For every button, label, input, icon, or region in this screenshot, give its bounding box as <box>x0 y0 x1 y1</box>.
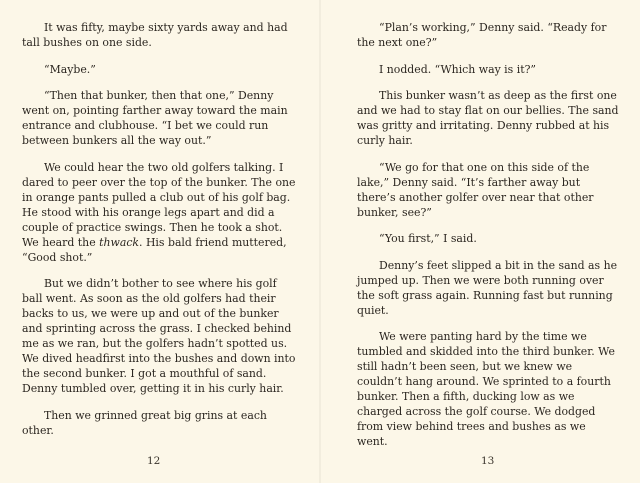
paragraph: Then we grinned great big grins at each other. <box>22 408 267 437</box>
paragraph: It was fifty, maybe sixty yards away and had tall bushes on one side. <box>22 21 288 49</box>
paragraph: We were panting hard by the time we tumbled and skidded into the third bunker. We still hadn’t been seen, but we knew we couldn’t hang around. We sprinted to a fourth bunker. Then a fifth, ducking low as we charged across the golf course. We dodged from view behind trees and bushes as we went. <box>357 330 615 448</box>
paragraph: “We go for that one on this side of the lake,” Denny said. “It’s farther away but there’s another golfer over near that other bunker, see?” <box>357 160 594 219</box>
paragraph: I nodded. “Which way is it?” <box>379 62 536 76</box>
paragraph: “Maybe.” <box>44 62 96 76</box>
right-page-text <box>357 20 619 461</box>
paragraph: “You first,” I said. <box>379 232 477 245</box>
page-number: 12 <box>147 455 161 467</box>
paragraph: “Then that bunker, then that one,” Denny went on, pointing farther away toward the main entrance and clubhouse. “I bet we could run between bunkers all the way out.” <box>22 89 288 147</box>
left-page-text <box>22 20 298 449</box>
right-page <box>320 0 640 483</box>
paragraph: But we didn’t bother to see where his golf ball went. As soon as the old golfers had their backs to us, we were up and out of the bunker and sprinting across the grass. I checked behind me as we ran, but the golfers hadn’t spotted us. We dived headfirst into the bushes and down into the second bunker. I got a mouthful of sand. Denny tumbled over, getting it in his curly hair. <box>22 277 296 395</box>
paragraph: “Plan’s working,” Denny said. “Ready for the next one?” <box>357 21 607 49</box>
page-number: 13 <box>481 455 495 467</box>
paragraph: This bunker wasn’t as deep as the first one and we had to stay flat on our bellies. The sand was gritty and irritating. Denny rubbed at his curly hair. <box>357 89 619 147</box>
paragraph: Denny’s feet slipped a bit in the sand as he jumped up. Then we were both running over the soft grass again. Running fast but running quiet. <box>357 258 618 317</box>
paragraph: We could hear the two old golfers talking. I dared to peer over the top of the bunker. The one in orange pants pulled a club out of his golf bag. He stood with his orange legs apart and did a couple of practice swings. Then he took a shot. We heard the thwack. His bald friend muttered, “Good shot.” <box>22 160 296 264</box>
emphasis: thwack <box>99 235 140 249</box>
